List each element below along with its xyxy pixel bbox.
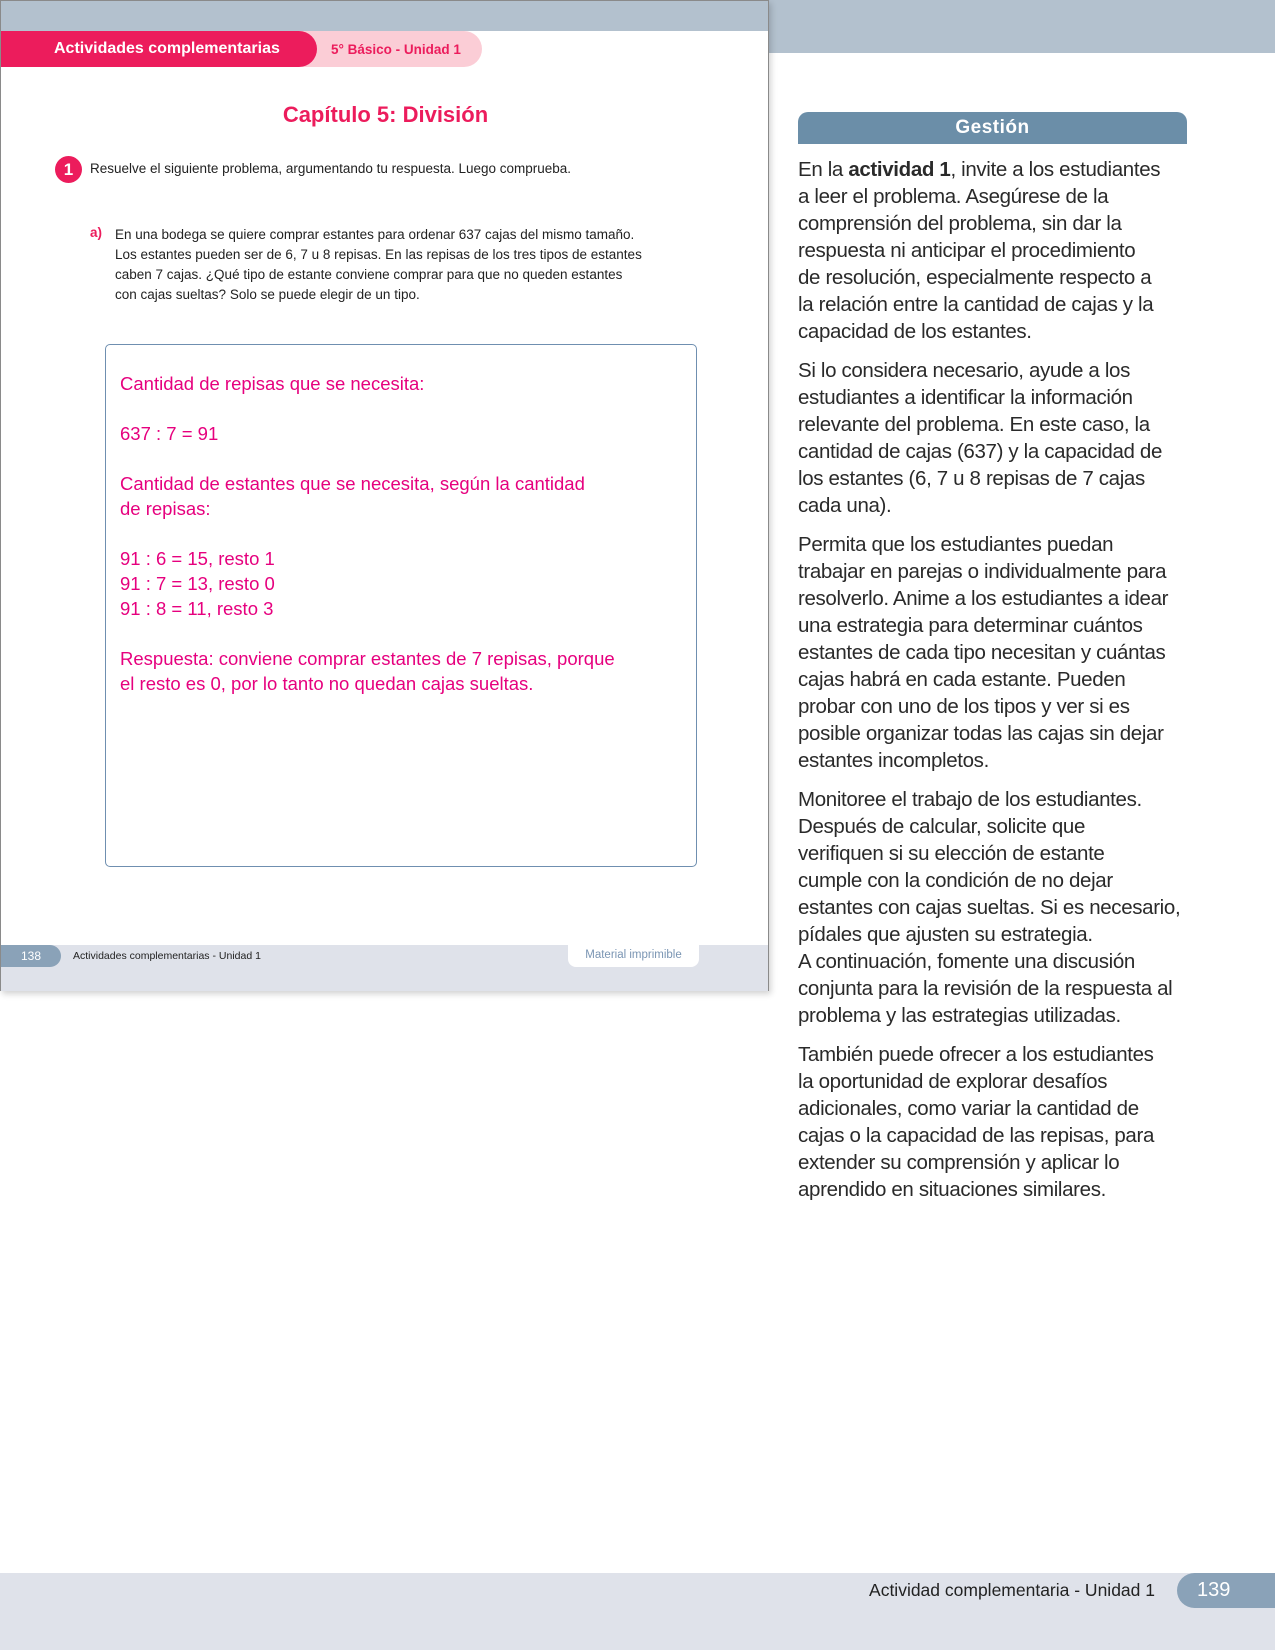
text-line: Después de calcular, solicite que bbox=[798, 815, 1086, 838]
footer-text: Actividad complementaria - Unidad 1 bbox=[869, 1580, 1155, 1600]
text-line: capacidad de los estantes. bbox=[798, 320, 1032, 343]
text-line: A continuación, fomente una discusión bbox=[798, 950, 1135, 973]
text-line: estantes incompletos. bbox=[798, 749, 989, 772]
answer-line: el resto es 0, por lo tanto no quedan cajas sueltas. bbox=[120, 673, 534, 694]
page-number: 139 bbox=[1177, 1573, 1275, 1608]
answer-line: Cantidad de repisas que se necesita: bbox=[120, 373, 425, 394]
text-line: cajas o la capacidad de las repisas, para bbox=[798, 1124, 1155, 1147]
text-line: cada una). bbox=[798, 494, 892, 517]
gestion-paragraph bbox=[798, 357, 1198, 519]
text-line: la relación entre la cantidad de cajas y la bbox=[798, 293, 1154, 316]
chapter-title: Capítulo 5: División bbox=[282, 102, 489, 127]
text-line: trabajar en parejas o individualmente para bbox=[798, 560, 1167, 583]
page-footer bbox=[0, 1573, 1275, 1650]
worksheet-page bbox=[0, 0, 769, 991]
text-line: estudiantes a identificar la información bbox=[798, 386, 1133, 409]
answer-box bbox=[105, 344, 697, 867]
activity-number-badge: 1 bbox=[55, 156, 82, 183]
gestion-paragraph bbox=[798, 531, 1198, 774]
top-band bbox=[1, 1, 768, 31]
text-line: En la actividad 1, invite a los estudiantes bbox=[798, 158, 1161, 181]
text-line: estantes con cajas sueltas. Si es necesario, bbox=[798, 896, 1181, 919]
text-line: conjunta para la revisión de la respuesta al bbox=[798, 977, 1173, 1000]
text-line: estantes de cada tipo necesitan y cuántas bbox=[798, 641, 1166, 664]
text-line: resolverlo. Anime a los estudiantes a idear bbox=[798, 587, 1169, 610]
text-line: Monitoree el trabajo de los estudiantes. bbox=[798, 788, 1142, 811]
course-tab: 5° Básico - Unidad 1 bbox=[291, 31, 482, 67]
answer-line: 91 : 7 = 13, resto 0 bbox=[120, 573, 275, 594]
problem-line: Los estantes pueden ser de 6, 7 u 8 repisas. En las repisas de los tres tipos de estantes bbox=[115, 247, 642, 262]
text-line: respuesta ni anticipar el procedimiento bbox=[798, 239, 1136, 262]
text-line: comprensión del problema, sin dar la bbox=[798, 212, 1122, 235]
text-line: relevante del problema. En este caso, la bbox=[798, 413, 1150, 436]
text-line: verifiquen si su elección de estante bbox=[798, 842, 1105, 865]
text-line: cumple con la condición de no dejar bbox=[798, 869, 1113, 892]
text-line: cantidad de cajas (637) y la capacidad de bbox=[798, 440, 1163, 463]
text-line: adicionales, como variar la cantidad de bbox=[798, 1097, 1139, 1120]
gestion-paragraph bbox=[798, 156, 1198, 345]
text-line: una estrategia para determinar cuántos bbox=[798, 614, 1143, 637]
text-line: También puede ofrecer a los estudiantes bbox=[798, 1043, 1154, 1066]
text-line: cajas habrá en cada estante. Pueden bbox=[798, 668, 1126, 691]
text-line: probar con uno de los tipos y ver si es bbox=[798, 695, 1130, 718]
problem-line: En una bodega se quiere comprar estantes para ordenar 637 cajas del mismo tamaño. bbox=[115, 227, 635, 242]
footer-text: Actividades complementarias - Unidad 1 bbox=[73, 950, 261, 962]
text-line: aprendido en situaciones similares. bbox=[798, 1178, 1106, 1201]
page-number: 138 bbox=[1, 945, 61, 967]
text-line: pídales que ajusten su estrategia. bbox=[798, 923, 1093, 946]
answer-line: de repisas: bbox=[120, 498, 211, 519]
answer-line: 637 : 7 = 91 bbox=[120, 423, 219, 444]
text-line: los estantes (6, 7 u 8 repisas de 7 cajas bbox=[798, 467, 1145, 490]
text-line: Permita que los estudiantes puedan bbox=[798, 533, 1114, 556]
gestion-paragraph bbox=[798, 786, 1198, 1029]
problem-line: caben 7 cajas. ¿Qué tipo de estante conviene comprar para que no queden estantes bbox=[115, 267, 623, 282]
activity-instruction: Resuelve el siguiente problema, argumentando tu respuesta. Luego comprueba. bbox=[90, 161, 572, 176]
problem-line: con cajas sueltas? Solo se puede elegir de un tipo. bbox=[115, 287, 420, 302]
text-line: de resolución, especialmente respecto a bbox=[798, 266, 1152, 289]
text-line: extender su comprensión y aplicar lo bbox=[798, 1151, 1120, 1174]
item-label: a) bbox=[90, 225, 103, 240]
worksheet-footer bbox=[1, 945, 768, 991]
bold-text: actividad 1 bbox=[848, 158, 951, 181]
answer-line: Respuesta: conviene comprar estantes de 7 repisas, porque bbox=[120, 648, 615, 669]
problem-text bbox=[115, 225, 642, 305]
text-line: problema y las estrategias utilizadas. bbox=[798, 1004, 1121, 1027]
answer-line: 91 : 6 = 15, resto 1 bbox=[120, 548, 275, 569]
gestion-paragraph bbox=[798, 1041, 1198, 1203]
gestion-text bbox=[798, 156, 1198, 1215]
gestion-header: Gestión bbox=[798, 112, 1187, 144]
answer-line: 91 : 8 = 11, resto 3 bbox=[120, 598, 274, 619]
printable-material-tab: Material imprimible bbox=[568, 945, 699, 967]
text-line: Si lo considera necesario, ayude a los bbox=[798, 359, 1130, 382]
section-tab: Actividades complementarias bbox=[1, 31, 317, 67]
text-line: la oportunidad de explorar desafíos bbox=[798, 1070, 1108, 1093]
right-page-top-band bbox=[768, 0, 1275, 53]
answer-line: Cantidad de estantes que se necesita, según la cantidad bbox=[120, 473, 585, 494]
text-line: a leer el problema. Asegúrese de la bbox=[798, 185, 1109, 208]
text-line: posible organizar todas las cajas sin dejar bbox=[798, 722, 1164, 745]
